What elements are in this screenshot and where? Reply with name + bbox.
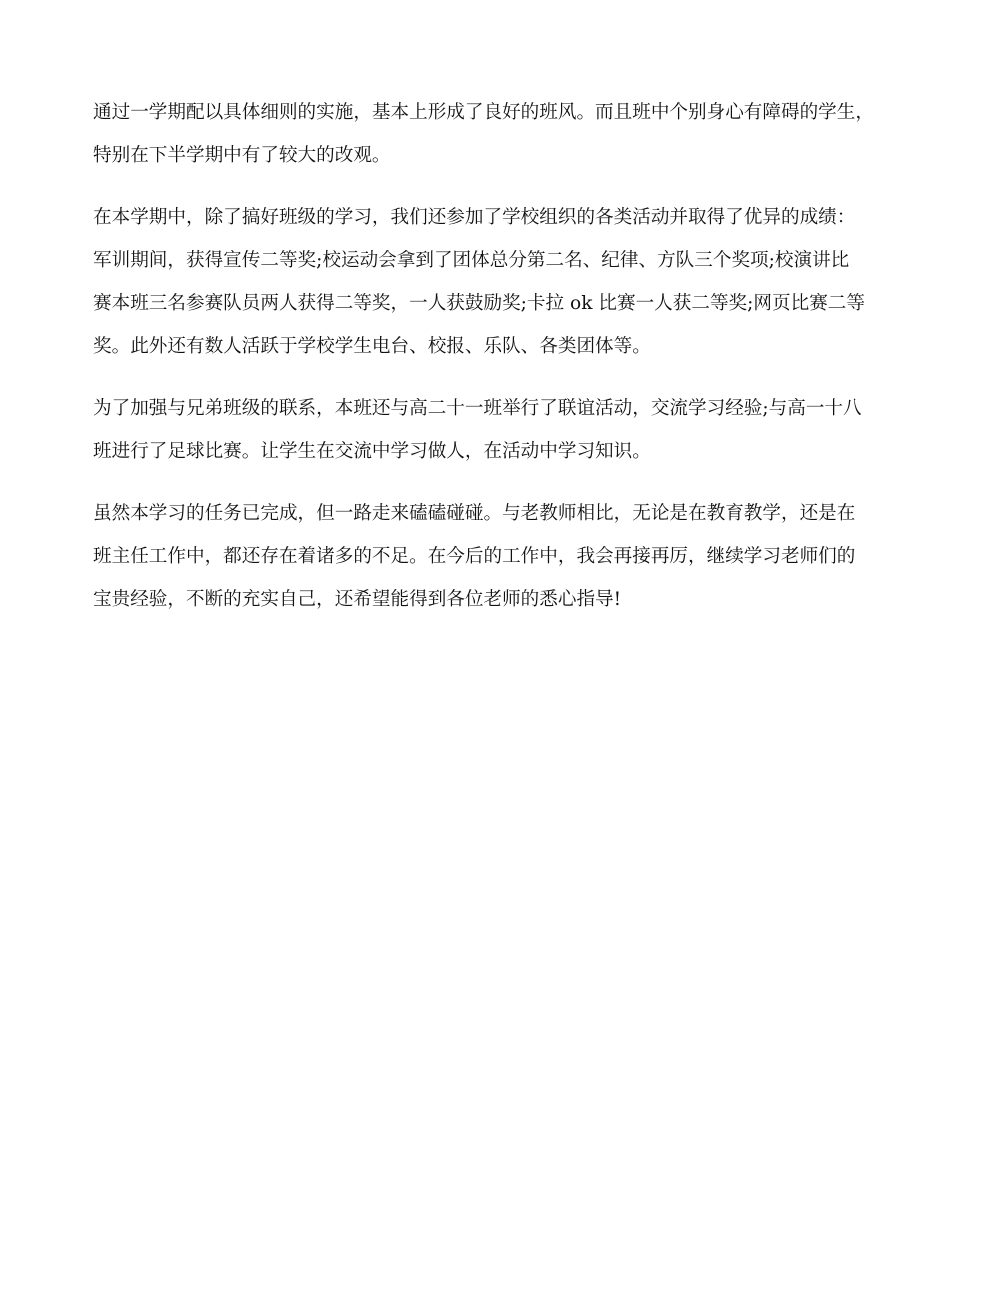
paragraph-activities-achievements bbox=[93, 196, 913, 368]
text-line: 虽然本学习的任务已完成，但一路走来磕磕碰碰。与老教师相比，无论是在教育教学，还是在 bbox=[93, 503, 856, 524]
text-line: 为了加强与兄弟班级的联系，本班还与高二十一班举行了联谊活动，交流学习经验;与高一十八 bbox=[93, 398, 862, 419]
paragraph-conclusion bbox=[93, 492, 913, 621]
text-line: 军训期间，获得宣传二等奖;校运动会拿到了团体总分第二名、纪律、方队三个奖项;校演讲比 bbox=[93, 250, 850, 271]
document-page bbox=[93, 91, 913, 640]
text-line: 特别在下半学期中有了较大的改观。 bbox=[93, 145, 391, 166]
paragraph-class-exchange bbox=[93, 387, 913, 473]
text-line: 奖。此外还有数人活跃于学校学生电台、校报、乐队、各类团体等。 bbox=[93, 336, 651, 357]
text-line: 在本学期中，除了搞好班级的学习，我们还参加了学校组织的各类活动并取得了优异的成绩： bbox=[93, 207, 856, 228]
text-line: 班主任工作中，都还存在着诸多的不足。在今后的工作中，我会再接再厉，继续学习老师们的 bbox=[93, 546, 856, 567]
paragraph-class-atmosphere bbox=[93, 91, 913, 177]
text-line: 赛本班三名参赛队员两人获得二等奖，一人获鼓励奖;卡拉 ok 比赛一人获二等奖;网页比赛二等 bbox=[93, 293, 865, 314]
text-line: 通过一学期配以具体细则的实施，基本上形成了良好的班风。而且班中个别身心有障碍的学生， bbox=[93, 102, 874, 123]
text-line: 宝贵经验，不断的充实自己，还希望能得到各位老师的悉心指导! bbox=[93, 589, 622, 610]
text-line: 班进行了足球比赛。让学生在交流中学习做人，在活动中学习知识。 bbox=[93, 441, 651, 462]
